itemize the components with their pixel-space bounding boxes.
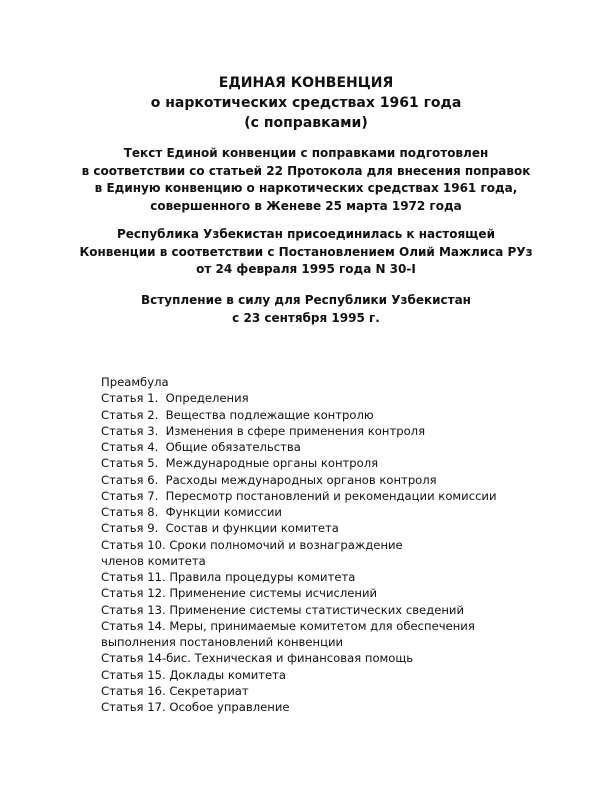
toc-item: членов комитета bbox=[101, 553, 206, 568]
accession-line: Конвенции в соответствии с Постановлением Олий Мажлиса РУз bbox=[79, 244, 533, 259]
text-note-line: в соответствии со статьей 22 Протокола для внесения поправок bbox=[81, 163, 531, 178]
toc-item: Статья 5. Международные органы контроля bbox=[101, 456, 379, 471]
toc-item: Статья 11. Правила процедуры комитета bbox=[101, 570, 356, 584]
text-note-line: совершенного в Женеве 25 марта 1972 года bbox=[150, 198, 462, 213]
table-of-contents bbox=[101, 374, 497, 715]
toc-item: Статья 7. Пересмотр постановлений и рекомендации комиссии bbox=[101, 488, 497, 503]
toc-item: Статья 15. Доклады комитета bbox=[101, 667, 286, 682]
toc-item: Статья 1. Определения bbox=[101, 391, 249, 406]
accession-line: от 24 февраля 1995 года N 30-I bbox=[196, 262, 416, 276]
entry-into-force-line: с 23 сентября 1995 г. bbox=[232, 310, 380, 325]
toc-item: Статья 3. Изменения в сфере применения контроля bbox=[101, 423, 426, 438]
toc-item: Преамбула bbox=[101, 375, 169, 389]
toc-item: Статья 8. Функции комиссии bbox=[101, 505, 282, 519]
toc-item: Статья 17. Особое управление bbox=[101, 700, 290, 714]
toc-item: Статья 12. Применение системы исчислений bbox=[101, 586, 378, 601]
toc-item: Статья 6. Расходы международных органов контроля bbox=[101, 472, 437, 487]
document-title bbox=[0, 73, 612, 133]
title-line: о наркотических средствах 1961 года bbox=[150, 95, 462, 111]
accession-note bbox=[0, 226, 612, 279]
title-line: (с поправками) bbox=[244, 115, 368, 131]
toc-item: Статья 14. Меры, принимаемые комитетом для обеспечения bbox=[101, 618, 475, 633]
toc-item: Статья 4. Общие обязательства bbox=[101, 440, 301, 454]
toc-item: Статья 14-бис. Техническая и финансовая помощь bbox=[101, 651, 414, 666]
text-note-line: Текст Единой конвенции с поправками подготовлен bbox=[123, 146, 489, 160]
text-note bbox=[0, 145, 612, 215]
entry-into-force-line: Вступление в силу для Республики Узбекистан bbox=[141, 293, 471, 307]
toc-item: Статья 9. Состав и функции комитета bbox=[101, 521, 339, 536]
text-note-line: в Единую конвенцию о наркотических средствах 1961 года, bbox=[94, 181, 518, 195]
title-line: ЕДИНАЯ КОНВЕНЦИЯ bbox=[218, 75, 394, 91]
toc-item: выполнения постановлений конвенции bbox=[101, 635, 344, 649]
entry-into-force-note bbox=[0, 292, 612, 327]
accession-line: Республика Узбекистан присоединилась к настоящей bbox=[117, 227, 495, 241]
toc-item: Статья 16. Секретариат bbox=[101, 683, 249, 698]
toc-item: Статья 2. Вещества подлежащие контролю bbox=[101, 407, 374, 422]
toc-item: Статья 10. Сроки полномочий и вознаграждение bbox=[101, 537, 403, 552]
toc-item: Статья 13. Применение системы статистических сведений bbox=[101, 602, 464, 617]
